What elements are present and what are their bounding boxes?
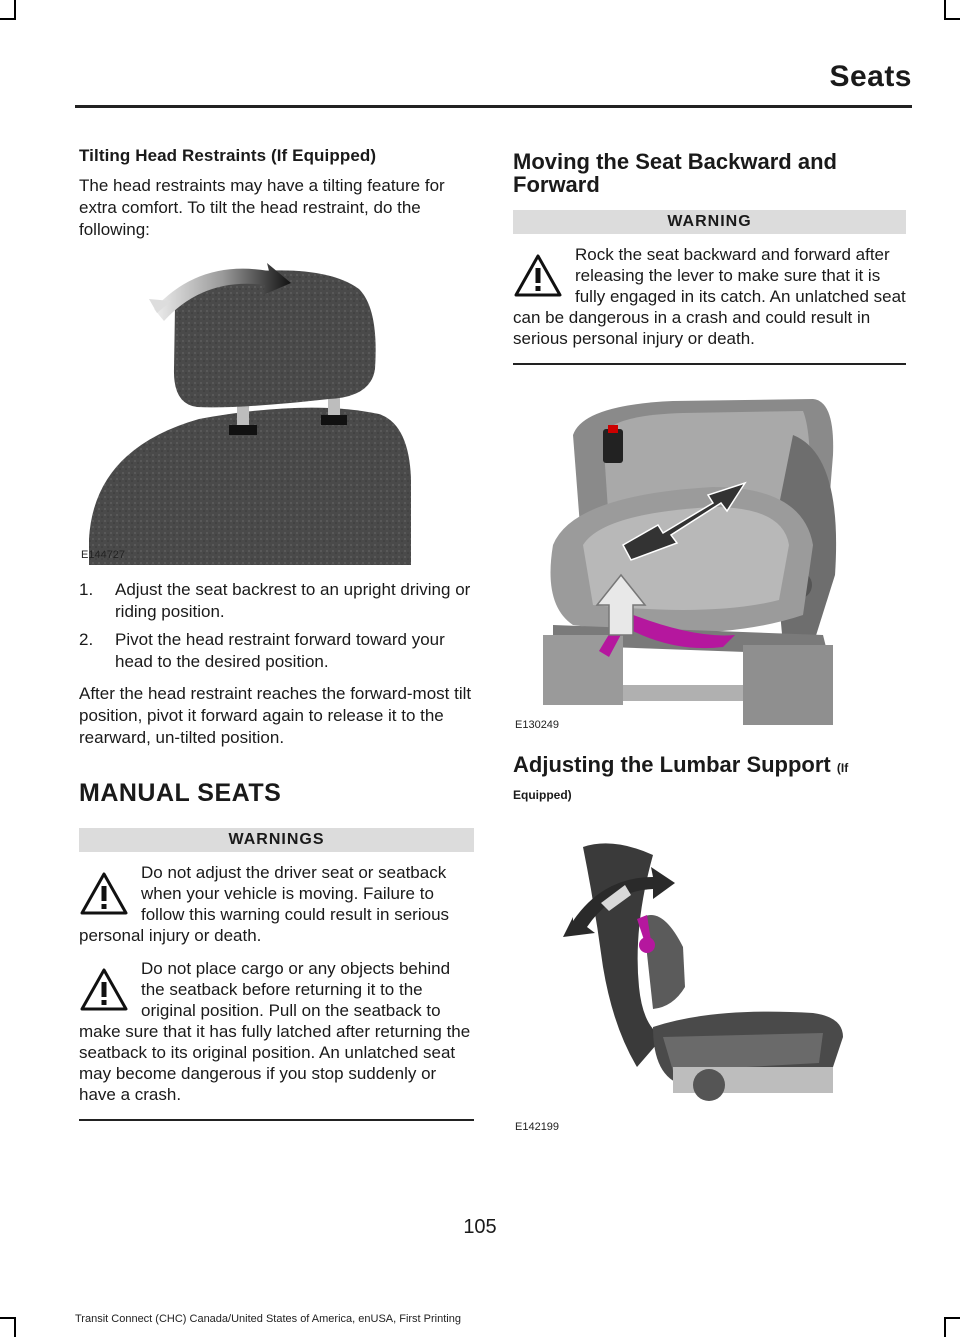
warning-block xyxy=(513,234,906,349)
figure-code: E142199 xyxy=(515,1121,560,1133)
lumbar-support-illustration xyxy=(513,837,906,1137)
warning-block xyxy=(79,946,474,1105)
step-number: 1. xyxy=(79,580,94,599)
warning-triangle-icon xyxy=(513,252,563,300)
tilting-heading: Tilting Head Restraints (If Equipped) xyxy=(79,146,377,165)
crop-mark xyxy=(944,0,946,20)
manual-seats-heading: MANUAL SEATS xyxy=(79,779,282,807)
lumbar-heading-text: Adjusting the Lumbar Support xyxy=(513,752,831,777)
crop-mark xyxy=(0,18,16,20)
seat-slide-figure xyxy=(513,395,906,735)
warning-text: Rock the seat backward and forward after releasing the lever to make sure that it is fully engaged in its catch. An unlatched seat can be dangerous in a crash and could result in serious personal injury or death. xyxy=(513,245,906,348)
step-number: 2. xyxy=(79,630,94,649)
warnings-bar: WARNINGS xyxy=(79,828,474,852)
warning-end-rule xyxy=(79,1119,474,1121)
lumbar-heading-tail: (If Equipped) xyxy=(513,761,849,802)
tilting-intro: The head restraints may have a tilting feature for extra comfort. To tilt the head restraint, do the following: xyxy=(79,176,445,239)
warning-end-rule xyxy=(513,363,906,365)
warning-triangle-icon xyxy=(79,966,129,1014)
crop-mark xyxy=(14,0,16,20)
step-text: Adjust the seat backrest to an upright driving or riding position. xyxy=(115,580,471,621)
lumbar-figure xyxy=(513,837,906,1137)
step-text: Pivot the head restraint forward toward your head to the desired position. xyxy=(115,630,445,671)
left-column xyxy=(79,146,474,1121)
crop-mark xyxy=(944,1317,946,1337)
moving-seat-heading: Moving the Seat Backward and Forward xyxy=(513,149,837,197)
crop-mark xyxy=(944,1317,960,1319)
warning-text: Do not place cargo or any objects behind the seatback before returning it to the original position. Pull on the seatback to make sure that it has fully latched after returning the seatback to its original position. An unlatched seat may become dangerous if you stop suddenly or have a crash. xyxy=(79,959,471,1104)
right-column xyxy=(513,146,906,1137)
page-title: Seats xyxy=(829,60,912,93)
list-item xyxy=(79,629,474,673)
after-text: After the head restraint reaches the forward-most tilt position, pivot it forward again to release it to the rearward, un-tilted position. xyxy=(79,684,472,747)
list-item xyxy=(79,579,474,623)
crop-mark xyxy=(14,1317,16,1337)
warning-block xyxy=(79,852,474,946)
head-restraint-figure xyxy=(79,249,474,565)
figure-code: E144727 xyxy=(81,549,126,561)
page-number: 105 xyxy=(463,1216,497,1238)
seat-slide-illustration xyxy=(513,395,906,735)
crop-mark xyxy=(0,1317,16,1319)
figure-code: E130249 xyxy=(515,719,560,731)
warning-bar: WARNING xyxy=(513,210,906,234)
head-restraint-illustration xyxy=(79,249,474,565)
steps-list xyxy=(79,579,474,673)
footer-imprint: Transit Connect (CHC) Canada/United States of America, enUSA, First Printing xyxy=(75,1313,461,1325)
warning-text: Do not adjust the driver seat or seatback when your vehicle is moving. Failure to follow this warning could result in serious personal injury or death. xyxy=(79,863,450,945)
warning-triangle-icon xyxy=(79,870,129,918)
header-rule xyxy=(75,105,912,108)
lumbar-heading xyxy=(513,753,906,807)
crop-mark xyxy=(944,18,960,20)
